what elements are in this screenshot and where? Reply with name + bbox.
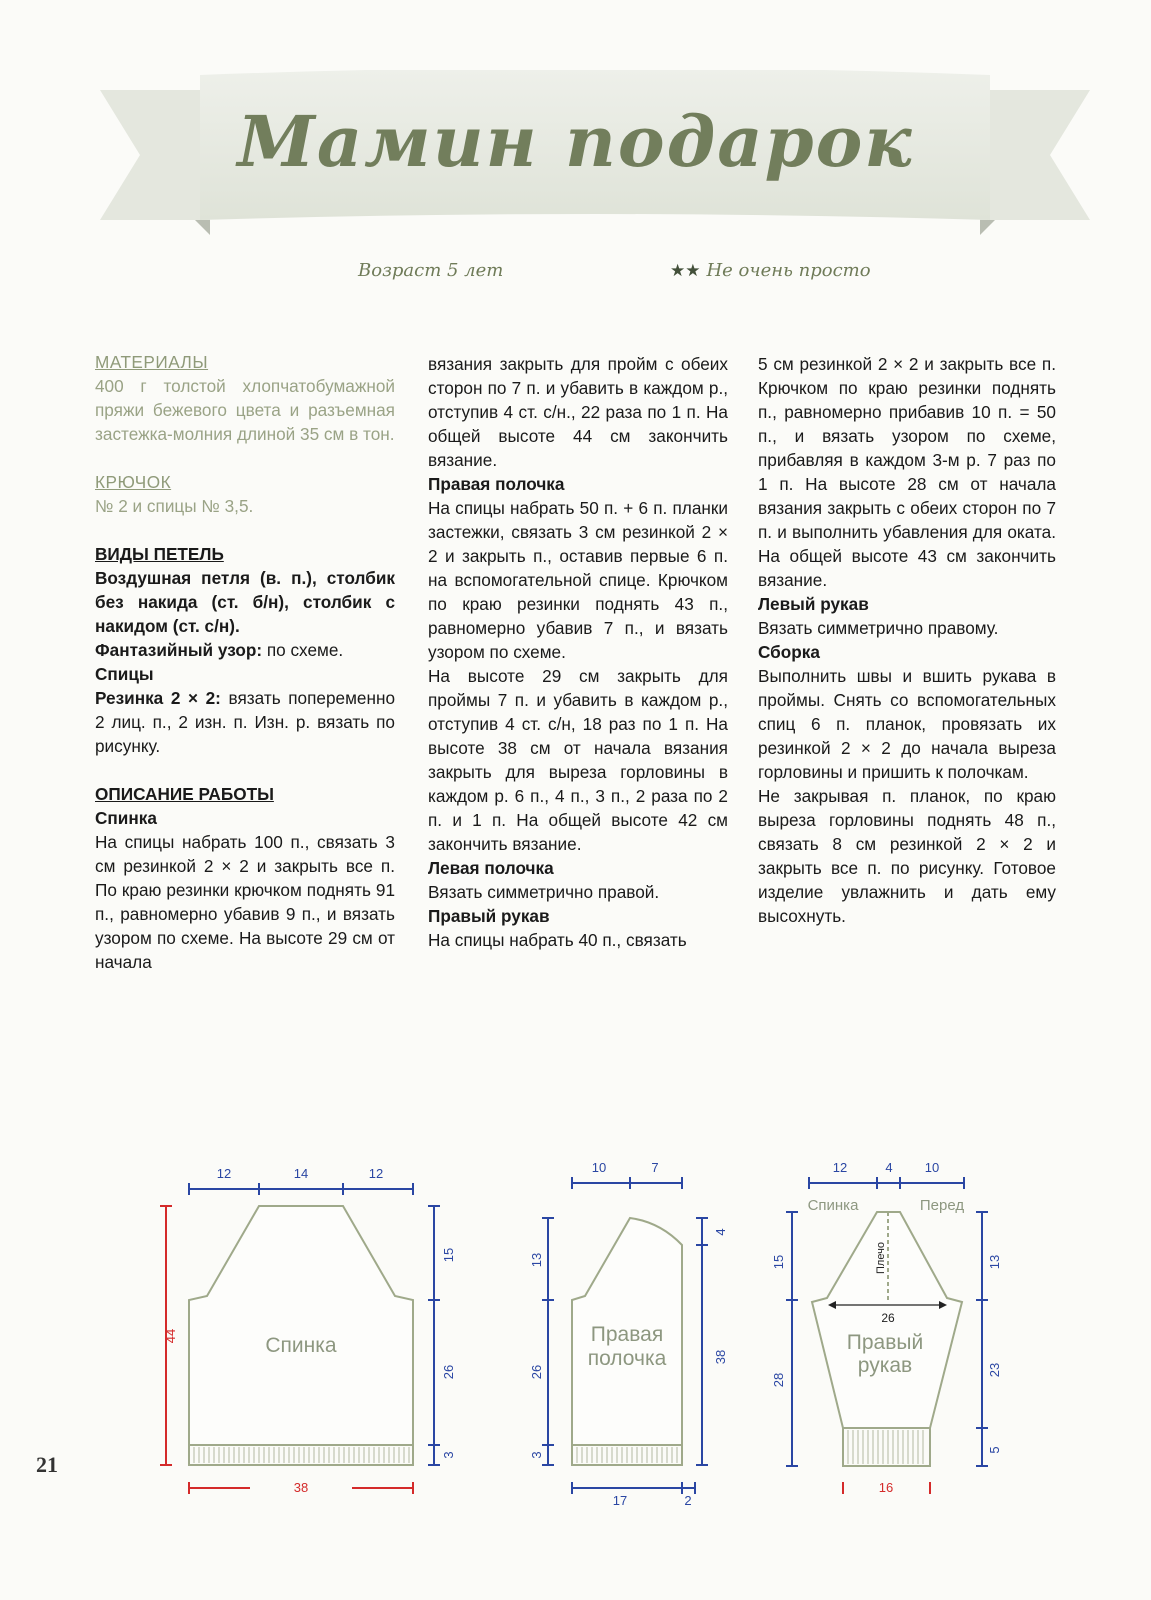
fancy-pattern-label: Фантазийный узор: xyxy=(95,640,263,660)
sleeve-label-2: рукав xyxy=(857,1354,913,1377)
right-sleeve-text-cont: 5 см резинкой 2 × 2 и закрыть все п. Крючком по краю резинки поднять п., равномерно прибавив 10 п. = 50 п., и вязать узором по схеме, прибавляя в каждом 3-м р. 7 раз по 1 п. На высоте 28 см от начала вязания закрыть с обеих сторон по 7 п. и выполнить убавления для оката. На общей высоте 43 см закончить вязание. xyxy=(758,354,1056,590)
front-bottom-dim-1: 17 xyxy=(612,1493,628,1508)
front-top-dim-2: 7 xyxy=(651,1160,659,1175)
left-sleeve-text: Вязать симметрично правому. xyxy=(758,618,999,638)
sleeve-top-dim-1: 12 xyxy=(832,1160,848,1175)
page-title: Мамин подарок xyxy=(237,100,914,183)
text-column-2 xyxy=(428,352,728,952)
sleeve-bottom-dim: 16 xyxy=(878,1480,894,1495)
difficulty-text: Не очень просто xyxy=(706,260,871,281)
rib-pattern-label: Резинка 2 × 2: xyxy=(95,688,221,708)
sleeve-right-dim-1: 13 xyxy=(987,1254,1002,1270)
back-right-dim-3: 3 xyxy=(441,1451,456,1459)
back-top-dim-2: 14 xyxy=(293,1166,309,1181)
back-right-dim-2: 26 xyxy=(441,1364,456,1380)
difficulty-stars-icon: ★★ xyxy=(670,261,701,281)
back-text: На спицы набрать 100 п., связать 3 см резинкой 2 × 2 и закрыть все п. По краю резинки крючком поднять 91 п., равномерно убавив 9 п., и вязать узором по схеме. На высоте 29 см от начала xyxy=(95,832,395,972)
back-height-dim: 44 xyxy=(163,1328,178,1344)
left-front-text: Вязать симметрично правой. xyxy=(428,882,660,902)
front-bottom-dim-2: 2 xyxy=(684,1493,692,1508)
sleeve-width-label: 26 xyxy=(881,1311,895,1325)
stitches-list: Воздушная петля (в. п.), столбик без накида (ст. б/н), столбик с накидом (ст. с/н). xyxy=(95,568,395,636)
sleeve-top-dim-2: 4 xyxy=(885,1160,893,1175)
sleeve-left-dim-1: 15 xyxy=(771,1254,786,1270)
sleeve-front-label: Перед xyxy=(919,1197,965,1214)
assembly-heading: Сборка xyxy=(758,642,820,662)
sleeve-right-dim-2: 23 xyxy=(987,1362,1002,1378)
front-left-dim-3: 3 xyxy=(529,1451,544,1459)
materials-heading: МАТЕРИАЛЫ xyxy=(95,352,209,372)
sleeve-top-dim-3: 10 xyxy=(924,1160,940,1175)
back-heading: Спинка xyxy=(95,808,157,828)
page-number: 21 xyxy=(36,1452,58,1477)
front-left-dim-1: 13 xyxy=(529,1252,544,1268)
assembly-text-2: Не закрывая п. планок, по краю выреза горловины поднять 48 п., связать 8 см резинкой 2 × 2 и закрыть все п. по рисунку. Готовое изделие увлажнить и дать ему высохнуть. xyxy=(758,786,1056,926)
back-top-dim-3: 12 xyxy=(368,1166,384,1181)
back-outline xyxy=(189,1206,413,1445)
hook-text: № 2 и спицы № 3,5. xyxy=(95,496,254,516)
description-heading: ОПИСАНИЕ РАБОТЫ xyxy=(95,784,274,804)
right-front-text-1: На спицы набрать 50 п. + 6 п. планки застежки, связать 3 см резинкой 2 × 2 и закрыть п., оставив первые 6 п. на вспомогательной спице. Крючком по краю резинки поднять 43 п., равномерно убавив 7 п., и вязать узором по схеме. xyxy=(428,498,728,662)
difficulty-label xyxy=(670,260,871,281)
back-bottom-dim: 38 xyxy=(293,1480,309,1495)
rib-pattern-text: вязать попеременно 2 лиц. п., 2 изн. п. Изн. р. вязать по рисунку. xyxy=(95,688,396,756)
rib-pattern xyxy=(95,686,395,758)
back-top-dim-1: 12 xyxy=(216,1166,232,1181)
pattern-schematics xyxy=(0,1150,1151,1520)
right-front-heading: Правая полочка xyxy=(428,474,565,494)
front-right-top-dim: 4 xyxy=(713,1228,728,1236)
left-front-heading: Левая полочка xyxy=(428,858,554,878)
sleeve-rib-band xyxy=(843,1428,930,1466)
back-text-cont: вязания закрыть для пройм с обеих сторон по 7 п. и убавить в каждом р., отступив 4 ст. с/н., 22 раза по 1 п. На общей высоте 44 см закончить вязание. xyxy=(428,354,728,470)
back-right-dim-1: 15 xyxy=(441,1247,456,1263)
right-sleeve-heading: Правый рукав xyxy=(428,906,550,926)
text-column-3 xyxy=(758,352,1056,928)
right-front-text-2: На высоте 29 см закрыть для проймы 7 п. и убавить в каждом р., отступив 4 ст. с/н, 18 раз по 1 п. На высоте 38 см от начала вязания закрыть для выреза горловины в каждом р. 6 п., 4 п., 3 п., 2 раза по 2 п. и 1 п. На общей высоте 42 см закончить вязание. xyxy=(428,666,728,854)
back-label: Спинка xyxy=(265,1334,337,1357)
sleeve-left-dim-2: 28 xyxy=(771,1372,786,1388)
front-top-dim-1: 10 xyxy=(591,1160,607,1175)
needles-heading: Спицы xyxy=(95,664,154,684)
front-right-dim: 38 xyxy=(713,1349,728,1365)
fancy-pattern xyxy=(95,638,395,662)
stitches-heading: ВИДЫ ПЕТЕЛЬ xyxy=(95,544,224,564)
front-label-2: полочка xyxy=(587,1347,667,1370)
sleeve-label-1: Правый xyxy=(846,1331,924,1354)
sleeve-right-dim-3: 5 xyxy=(987,1446,1002,1454)
fancy-pattern-text: по схеме. xyxy=(262,640,344,660)
sleeve-back-label: Спинка xyxy=(807,1197,859,1214)
front-left-dim-2: 26 xyxy=(529,1364,544,1380)
materials-text: 400 г толстой хлопчатобумажной пряжи бежевого цвета и разъемная застежка-молния длиной 35 см в тон. xyxy=(95,376,395,444)
left-sleeve-heading: Левый рукав xyxy=(758,594,869,614)
assembly-text-1: Выполнить швы и вшить рукава в проймы. Снять со вспомогательных спиц 6 п. планок, провязать их резинкой 2 × 2 до начала выреза горловины и пришить к полочкам. xyxy=(758,666,1056,782)
right-sleeve-text: На спицы набрать 40 п., связать xyxy=(428,930,687,950)
shoulder-label: Плечо xyxy=(875,1242,887,1274)
front-label-1: Правая xyxy=(590,1323,664,1346)
age-label: Возраст 5 лет xyxy=(358,260,504,281)
hook-heading: КРЮЧОК xyxy=(95,472,172,492)
text-column-1 xyxy=(95,350,395,974)
